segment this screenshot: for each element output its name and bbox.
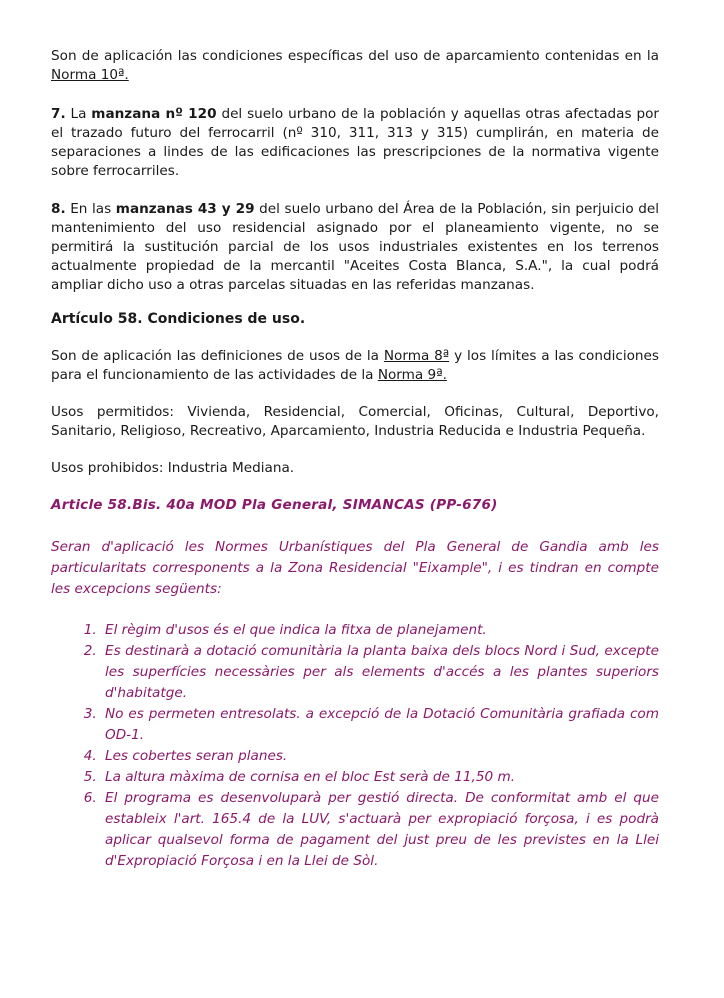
paragraph-text: La [65, 106, 92, 122]
usos-permitidos: Usos permitidos: Vivienda, Residencial, Comercial, Oficinas, Cultural, Deportivo, Sanitario, Religioso, Recreativo, Aparcamiento, Industria Reducida e Industria Pequeña. [51, 404, 659, 439]
paragraph-text: En las [65, 201, 116, 217]
list-item: 1. El règim d'usos és el que indica la fitxa de planejament. [101, 620, 659, 641]
paragraph-8 [51, 200, 659, 295]
list-item: 5. La altura màxima de cornisa en el bloc Est serà de 11,50 m. [101, 767, 659, 788]
norma-8-link[interactable]: Norma 8ª [383, 348, 450, 364]
article-58-bis-title: Article 58.Bis. 40a MOD Pla General, SIMANCAS (PP-676) [51, 497, 498, 513]
manzana-120: manzana nº 120 [91, 106, 217, 122]
paragraph-definiciones [51, 347, 659, 385]
usos-prohibidos: Usos prohibidos: Industria Mediana. [51, 460, 295, 476]
paragraph-aparcamiento [51, 47, 659, 85]
paragraph-text: y los límites a las condiciones para el funcionamiento de las actividades de la [51, 348, 659, 383]
paragraph-text: del suelo urbano de la población y aquellas otras afectadas por el trazado futuro del ferrocarril (nº 310, 311, 313 y 315) cumplirán, en materia de separaciones a lindes de las edificaciones las prescripciones de la normativa vigente sobre ferrocarriles. [51, 106, 660, 179]
norma-9-link[interactable]: Norma 9ª. [377, 367, 447, 383]
norma-10-link[interactable]: Norma 10ª. [51, 67, 129, 83]
paragraph-text: del suelo urbano del Área de la Población, sin perjuicio del mantenimiento del uso residencial asignado por el planeamiento vigente, no se permitirá la sustitución parcial de los usos industriales existentes en los terrenos actualmente propiedad de la mercantil "Aceites Costa Blanca, S.A.", la cual podrá ampliar dicho uso a otras parcelas situadas en las referidas manzanas. [51, 201, 660, 293]
catalan-intro: Seran d'aplicació les Normes Urbanístiques del Pla General de Gandia amb les particularitats corresponents a la Zona Residencial "Eixample", i es tindran en compte les excepcions següents: [51, 539, 659, 597]
list-item: 4. Les cobertes seran planes. [101, 746, 659, 767]
list-item: 3. No es permeten entresolats. a excepció de la Dotació Comunitària grafiada com OD-1. [101, 704, 659, 746]
manzanas-43-29: manzanas 43 y 29 [115, 201, 255, 217]
excepcions-list [51, 620, 659, 872]
list-item: 2. Es destinarà a dotació comunitària la planta baixa dels blocs Nord i Sud, excepte les superfícies necessàries per als elements d'accés a les plantes superiors d'habitatge. [101, 641, 659, 704]
list-item: 6. El programa es desenvoluparà per gestió directa. De conformitat amb el que estableix l'art. 165.4 de la LUV, s'actuarà per expropiació forçosa, i es podrà aplicar qualsevol forma de pagament del just preu de les previstes en la Llei d'Expropiació Forçosa i en la Llei de Sòl. [101, 788, 659, 872]
paragraph-text: Son de aplicación las condiciones específicas del uso de aparcamiento contenidas en la [51, 48, 659, 64]
paragraph-7 [51, 105, 659, 181]
item-number: 8. [51, 201, 66, 217]
article-58-heading: Artículo 58. Condiciones de uso. [51, 311, 306, 327]
paragraph-text: Son de aplicación las definiciones de usos de la [51, 348, 384, 364]
item-number: 7. [51, 106, 66, 122]
